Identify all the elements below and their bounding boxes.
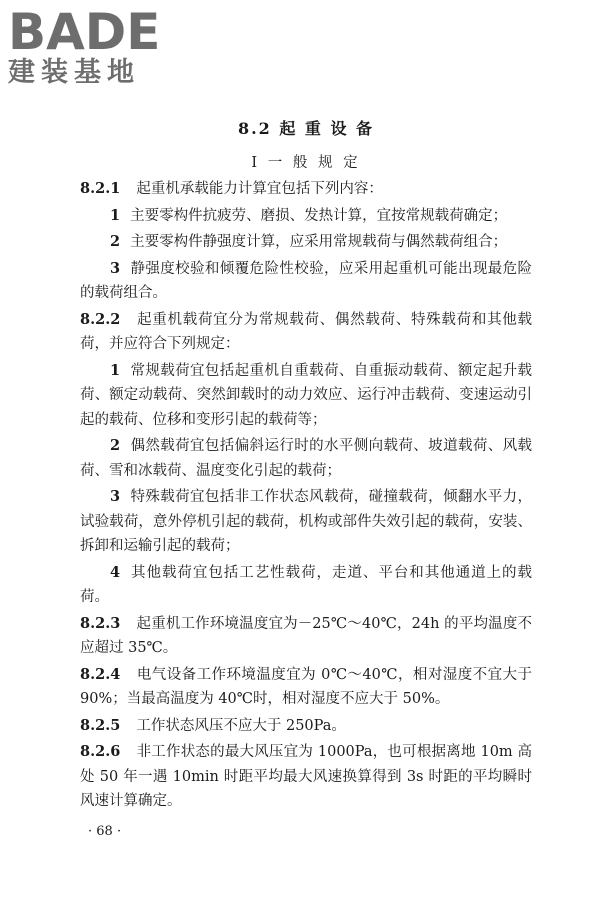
clause-item [80,485,532,559]
section-title: 8.2 起 重 设 备 [237,119,375,138]
item-text: 偶然载荷宜包括偏斜运行时的水平侧向载荷、坡道载荷、风载荷、雪和冰载荷、温度变化引起的载荷； [80,438,532,479]
item-number: 4 [110,563,121,581]
clause-8-2-5 [80,714,532,739]
item-text: 静强度校验和倾覆危险性校验，应采用起重机可能出现最危险的载荷组合。 [80,260,532,301]
item-number: 1 [110,361,121,379]
clause-item [80,230,532,255]
item-number: 2 [110,233,121,250]
clause-number: 8.2.2 [80,310,121,328]
clause-8-2-4 [80,663,532,712]
clause-8-2-6 [80,740,532,814]
item-number: 3 [110,488,121,505]
clause-text: 工作状态风压不应大于 250Pa。 [136,717,346,734]
item-number: 3 [110,259,121,277]
clause-list [80,177,532,814]
clause-item [80,257,532,306]
subsection-title: Ⅰ 一 般 规 定 [251,155,361,171]
clause-text: 起重机承载能力计算宜包括下列内容： [136,181,383,197]
clause-text: 起重机工作环境温度宜为－25℃～40℃，24h 的平均温度不应超过 35℃。 [80,615,532,656]
item-text: 常规载荷宜包括起重机自重载荷、自重振动载荷、额定起升载荷、额定动载荷、突然卸载时的动力效应、运行冲击载荷、变速运动引起的载荷、位移和变形引起的载荷等； [80,362,532,428]
clause-number: 8.2.5 [80,716,121,734]
clause-item [80,204,532,229]
logo-subtitle-text: 建装基地 [8,57,140,88]
document-page [80,118,532,816]
page-number: · 68 · [88,824,122,839]
clause-item [80,359,532,433]
clause-item [80,561,532,610]
clause-8-2-3 [80,612,532,661]
clause-number: 8.2.1 [80,180,121,197]
item-text: 特殊载荷宜包括非工作状态风载荷，碰撞载荷，倾翻水平力，试验载荷，意外停机引起的载荷，机构或部件失效引起的载荷，安装、拆卸和运输引起的载荷； [80,489,532,554]
clause-number: 8.2.4 [80,665,121,683]
clause-8-2-2 [80,308,532,357]
item-number: 1 [110,206,121,224]
clause-item [80,434,532,483]
logo-brand-text: BADE [8,3,161,61]
clause-text: 非工作状态的最大风压宜为 1000Pa，也可根据离地 10m 高处 50 年一遇 10min 时距平均最大风速换算得到 3s 时距的平均瞬时风速计算确定。 [80,744,532,809]
item-number: 2 [110,437,121,454]
item-text: 其他载荷宜包括工艺性载荷，走道、平台和其他通道上的载荷。 [80,564,532,605]
item-text: 主要零构件抗疲劳、磨损、发热计算，宜按常规载荷确定； [130,207,508,224]
clause-number: 8.2.3 [80,614,121,632]
clause-number: 8.2.6 [80,743,121,760]
clause-8-2-1 [80,177,532,202]
clause-text: 起重机载荷宜分为常规载荷、偶然载荷、特殊载荷和其他载荷，并应符合下列规定： [80,311,532,352]
bade-logo [8,4,178,88]
item-text: 主要零构件静强度计算，应采用常规载荷与偶然载荷组合； [130,234,508,250]
clause-text: 电气设备工作环境温度宜为 0℃～40℃，相对湿度不宜大于 90%；当最高温度为 40℃时，相对湿度不应大于 50%。 [80,666,532,707]
